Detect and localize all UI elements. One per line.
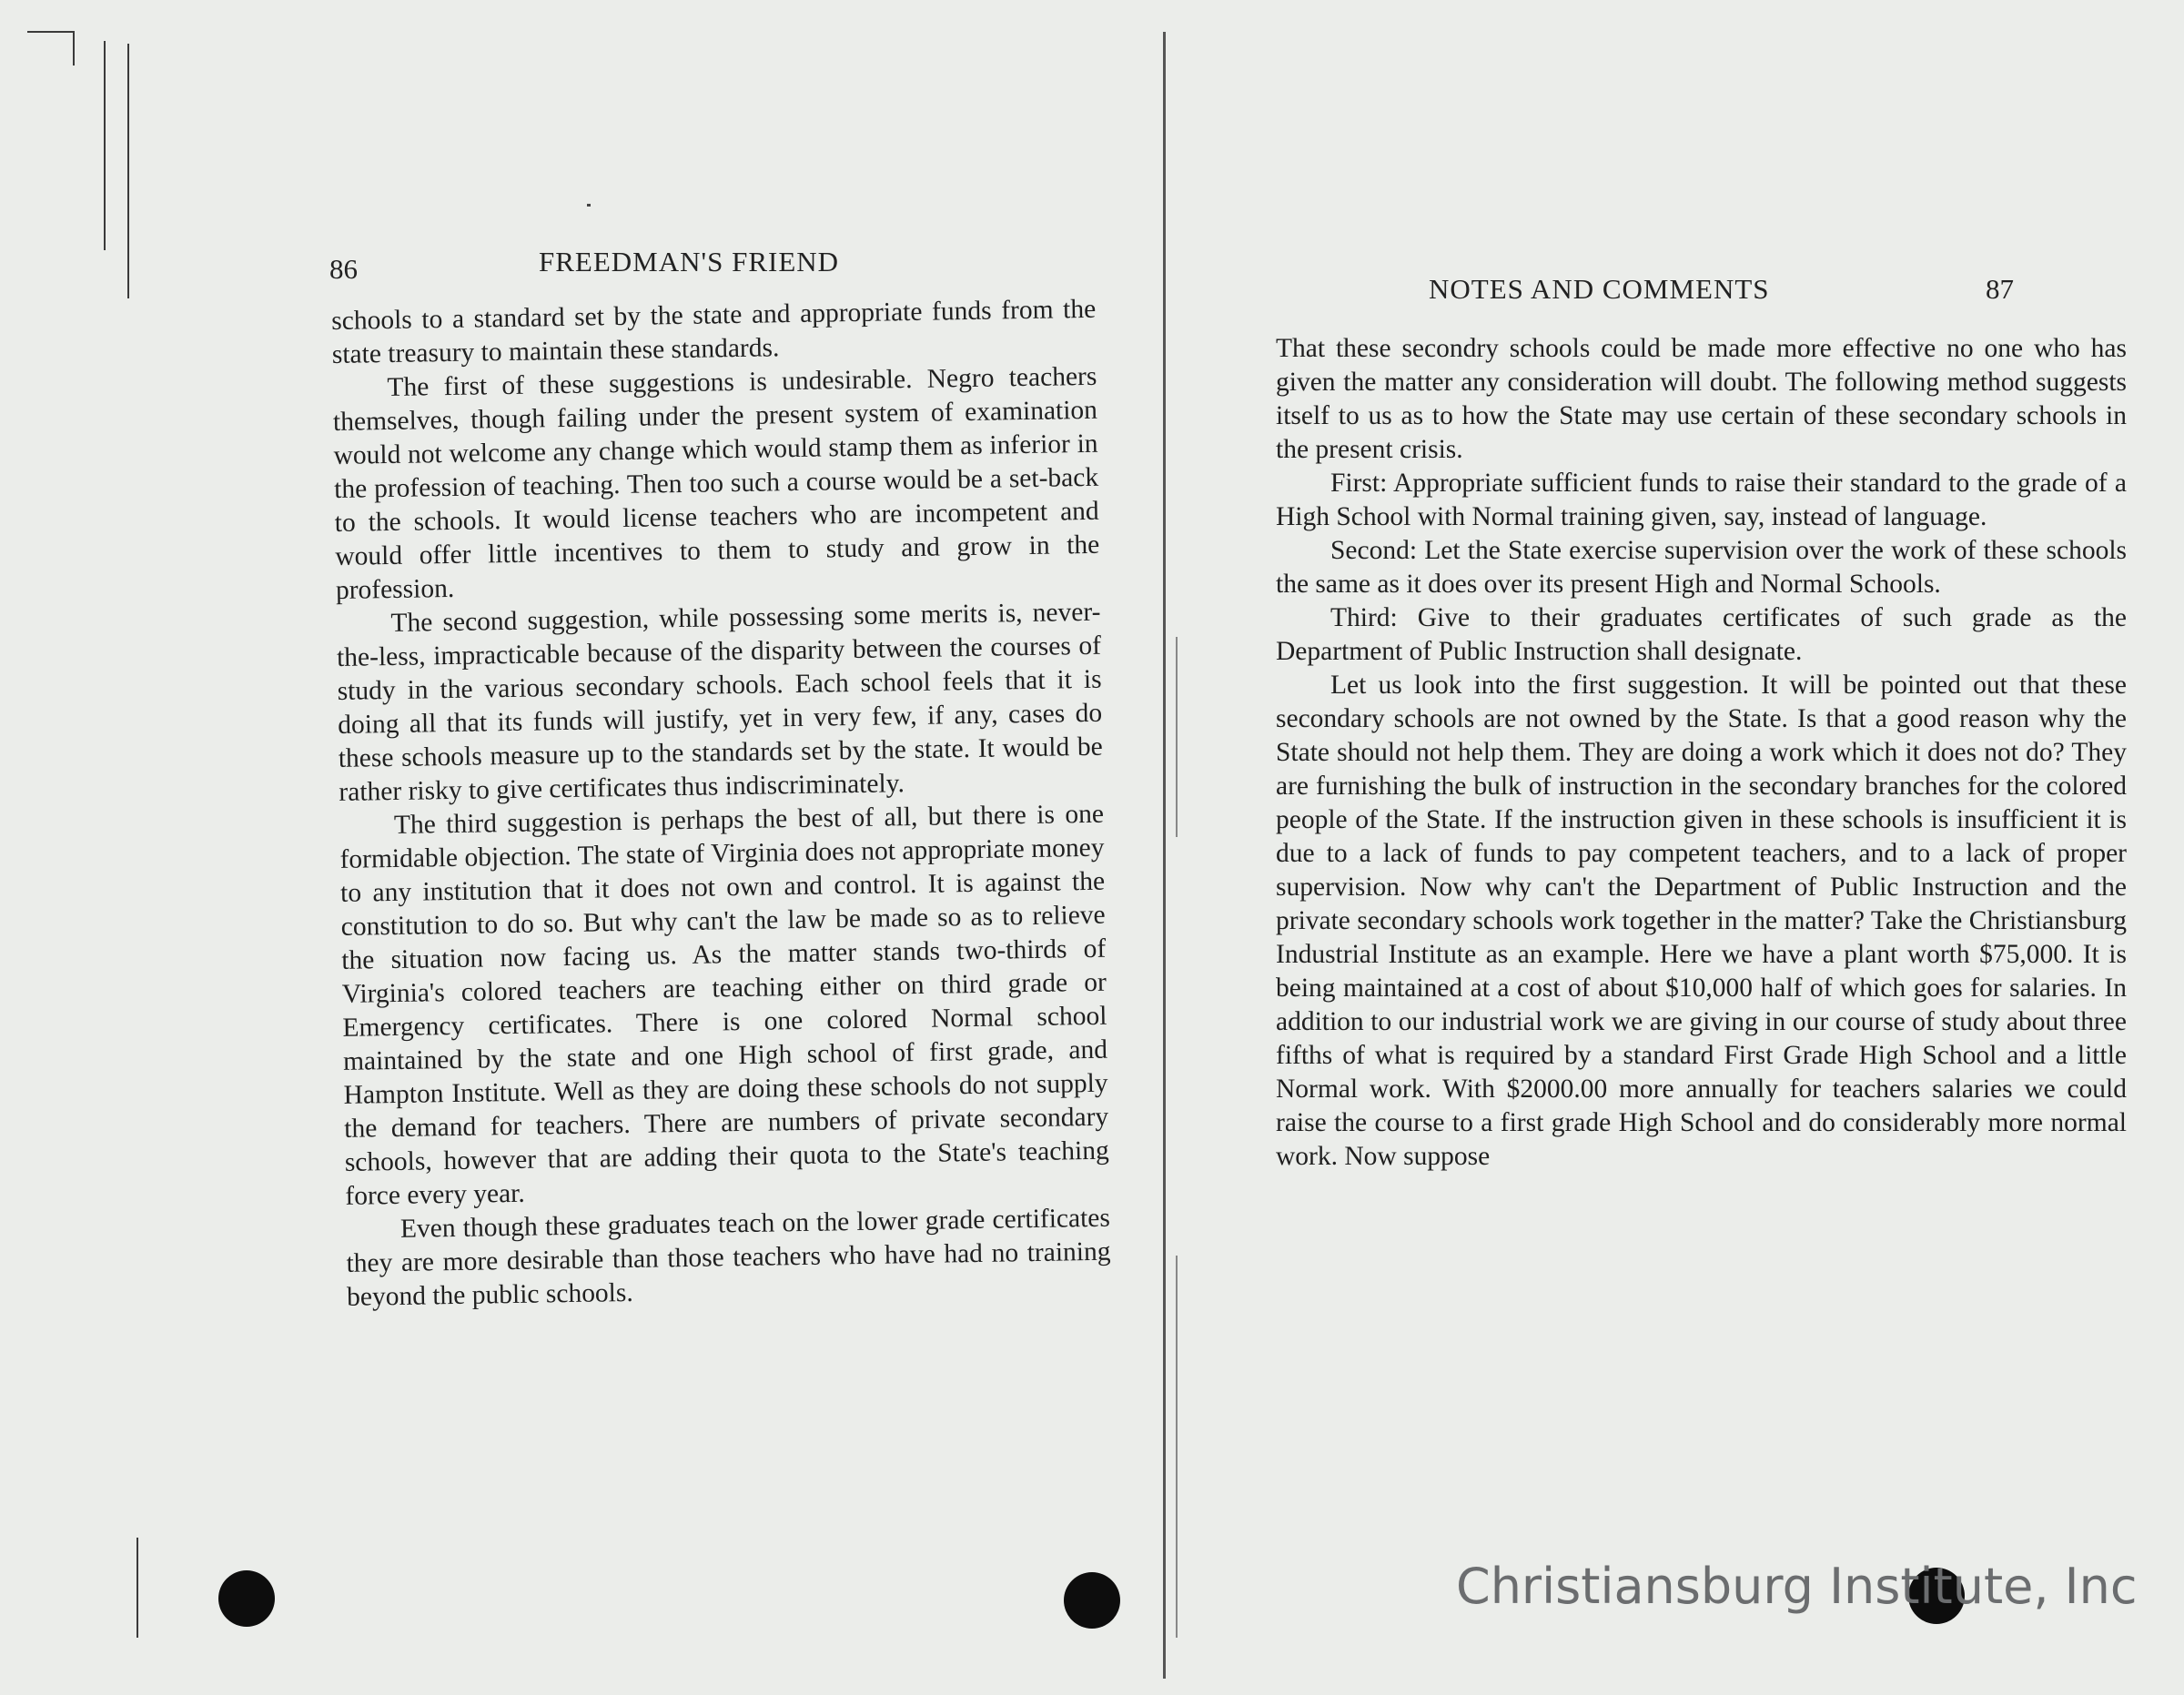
paragraph: Even though these graduates teach on the lower grade certificates they are more desirable than those teachers who have had no training beyond the public schools. — [346, 1203, 1111, 1312]
page-number: 87 — [1986, 273, 2014, 305]
paragraph: schools to a standard set by the state and appropriate funds from the state treasury to maintain these standards. — [331, 294, 1097, 369]
binder-hole — [218, 1570, 275, 1627]
page-gutter — [1163, 32, 1166, 1679]
paragraph: That these secondry schools could be made more effective no one who has given the matter any consideration will doubt. The following method suggests itself to us as to how the State may use certain of these secondary schools in the present crisis. — [1276, 334, 2127, 464]
paragraph: The third suggestion is perhaps the best of all, but there is one formidable objection. The state of Virginia does not appropriate money to any institution that it does not own and control. It is against the constitution to do so. But why can't the law be made so as to relieve the situation now facing us. As the matter stands two-thirds of Virginia's colored teachers are teaching either on third grade or Emergency certificates. There is one colored Normal school maintained by the state and one High school of first grade, and Hampton Institute. Well as they are doing these schools do not supply the demand for teachers. There are numbers of private secondary schools, however that are adding their quota to the State's teaching force every year. — [339, 799, 1109, 1211]
right-page-text — [1276, 332, 2127, 1174]
paragraph: Third: Give to their graduates certificates of such grade as the Department of Public Instruction shall designate. — [1276, 603, 2127, 666]
watermark: Christiansburg Institute, Inc — [1456, 1558, 2138, 1615]
paragraph: The second suggestion, while possessing some merits is, never-the-less, impracticable because of the disparity between the courses of study in the various secondary schools. Each school feels that it is doing all that its funds will justify, yet in very few, if any, cases do these schools measure up to the standards set by the state. It would be rather risky to give certificates thus indiscriminately. — [336, 597, 1103, 807]
page-number: 86 — [329, 253, 358, 285]
running-head: FREEDMAN'S FRIEND — [539, 246, 840, 277]
left-page-text — [331, 293, 1111, 1315]
paragraph: Let us look into the first suggestion. It will be pointed out that these secondary schools are not owned by the State. Is that a good reason why the State should not help them. They are doing a work which it does not do? They are furnishing the bulk of instruction in the secondary branches for the colored people of the State. If the instruction given in these schools is insufficient it is due to a lack of funds to pay competent teachers, and to a lack of proper supervision. Now why can't the Department of Public Instruction and the private secondary schools work together in the matter? Take the Christiansburg Industrial Institute as an example. Here we have a plant worth $75,000. It is being maintained at a cost of about $10,000 half of which goes for salaries. In addition to our industrial work we are giving in our course of study about three fifths of what is required by a standard First Grade High School and a little Normal work. With $2000.00 more annually for teachers salaries we could raise the course to a first grade High School and do considerably more normal work. Now suppose — [1276, 671, 2127, 1171]
paragraph: Second: Let the State exercise supervision over the work of these schools the same as it does over its present High and Normal Schools. — [1276, 536, 2127, 599]
running-head: NOTES AND COMMENTS — [1429, 273, 1770, 305]
right-page — [1167, 0, 2184, 1695]
binder-hole — [1064, 1572, 1120, 1629]
paragraph: First: Appropriate sufficient funds to raise their standard to the grade of a High School with Normal training given, say, instead of language. — [1276, 469, 2127, 531]
paragraph: The first of these suggestions is undesirable. Negro teachers themselves, though failing under the present system of examination would not welcome any change which would stamp them as inferior in the profession of teaching. Then too such a course would be a set-back to the schools. It would license teachers who are incompetent and would offer little incentives to them to study and grow in the profession. — [332, 361, 1100, 605]
